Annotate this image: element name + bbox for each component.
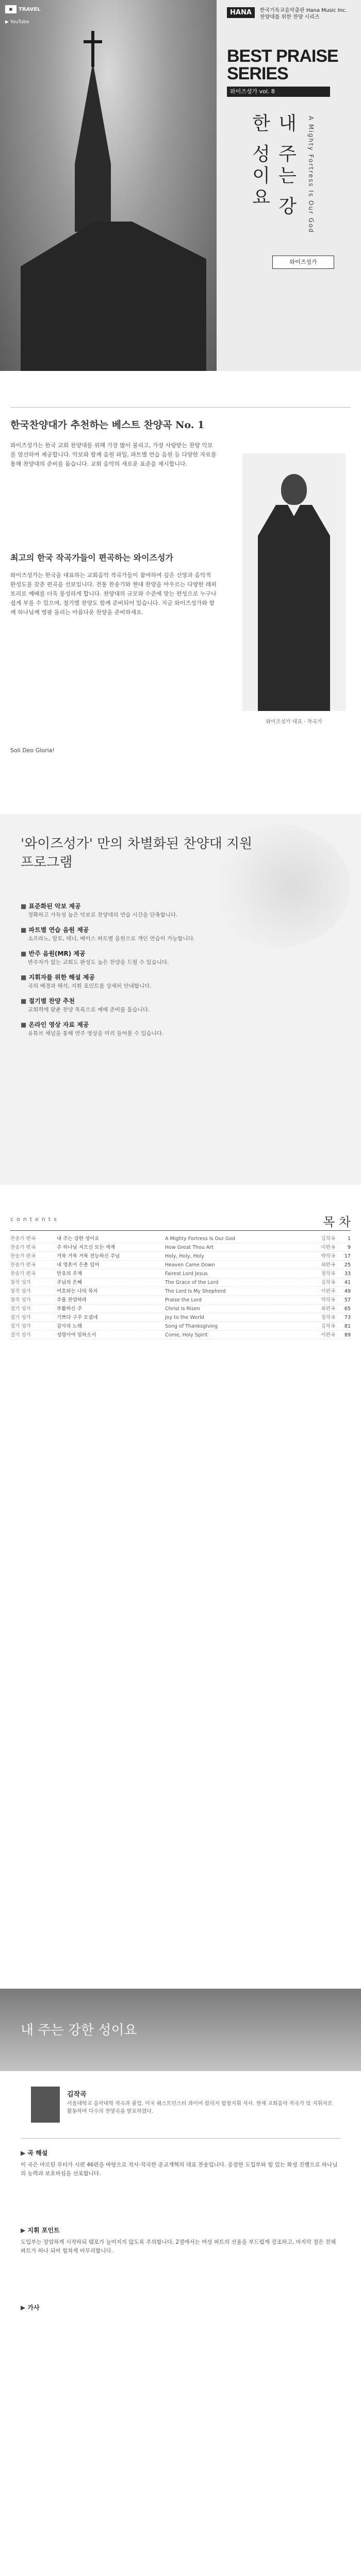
toc-category: 절기 성가 [10,1315,31,1320]
program-item-title: ■ 표준화된 악보 제공 [21,902,340,911]
toc-title: 주님의 은혜 [57,1280,82,1285]
brand-logo-icon: ▣ [5,5,17,13]
toc-category: 찬송가 편곡 [10,1236,36,1242]
toc-title: 주 하나님 지으신 모든 세계 [57,1245,116,1250]
toc-row[interactable] [10,1252,351,1261]
program-item [21,949,340,967]
toc-page: 49 [344,1289,351,1294]
intro-section [0,392,361,814]
program-heading: '와이즈성가' 만의 차별화된 찬양대 지원 프로그램 [21,836,253,870]
toc-english: A Mighty Fortress Is Our God [165,1236,236,1242]
song-intro-section [0,1989,361,2576]
toc-row[interactable] [10,1243,351,1252]
program-list [21,902,340,1170]
composer-photo [242,453,346,711]
toc-category: 찬송가 편곡 [10,1271,36,1277]
toc-page: 57 [344,1297,351,1303]
photo-figure-body [258,505,330,711]
intro-heading: 한국찬양대가 추천하는 베스트 찬양곡 No. 1 [10,419,205,431]
toc-category: 창작 성가 [10,1289,31,1294]
toc-title: 내 주는 강한 성이요 [57,1236,100,1242]
toc-title: 여호와는 나의 목자 [57,1289,98,1294]
toc-row[interactable] [10,1234,351,1243]
toc-page: 65 [344,1306,351,1312]
publisher-logo [227,7,351,33]
toc-category: 창작 성가 [10,1297,31,1303]
cover-section [0,0,361,371]
toc-row[interactable] [10,1313,351,1322]
toc-arranger: 최편곡 [321,1262,335,1268]
toc-english: The Lord Is My Shepherd [165,1289,226,1294]
photo-caption: 와이즈성가 대표 · 작곡가 [266,719,322,725]
youtube-logo[interactable]: ▶ YouTube [5,20,29,25]
brand-logo[interactable] [5,5,62,20]
toc-row[interactable] [10,1331,351,1340]
toc-arranger: 이편곡 [321,1245,335,1250]
program-item [21,996,340,1014]
toc-page: 33 [344,1271,351,1277]
intro-signature: Soli Deo Gloria! [10,747,55,754]
toc-row[interactable] [10,1322,351,1331]
composer-avatar [31,2087,60,2123]
divider [21,2138,340,2139]
toc-arranger: 박작곡 [321,1253,335,1259]
toc-arranger: 김작곡 [321,1236,335,1242]
toc-english: Song of Thanksgiving [165,1324,218,1329]
toc-english: Joy to the World [165,1315,204,1320]
program-item-title: ■ 절기별 찬양 추천 [21,996,340,1006]
song-note-heading: ▶ 곡 해설 [21,2148,175,2157]
toc-english: Heaven Came Down [165,1262,215,1268]
cover-brand-box: 와이즈성가 [272,256,334,269]
toc-title: 내 영혼이 은총 입어 [57,1262,100,1268]
lyrics-heading: ▶ 가사 [21,2303,175,2312]
toc-arranger: 박작곡 [321,1297,335,1303]
intro-heading-2: 최고의 한국 작곡가들이 편곡하는 와이즈성가 [10,553,173,563]
program-item-desc: 반주자가 없는 교회도 완성도 높은 찬양을 드릴 수 있습니다. [28,959,169,965]
toc-row[interactable] [10,1278,351,1287]
contents-label: contents [10,1216,60,1223]
toc-table [10,1234,351,1688]
conducting-text: 도입부는 장엄하게 시작하되 템포가 늘어지지 않도록 주의합니다. 2절에서는 여성 파트의 선율을 부드럽게 강조하고, 마지막 절은 전체 파트가 하나 되어 힘차게 마무리합니다. [21,2239,336,2254]
program-section [0,814,361,1185]
toc-title: 부활하신 주 [57,1306,82,1312]
program-item-title: ■ 파트별 연습 음원 제공 [21,925,340,935]
toc-row[interactable] [10,1287,351,1296]
contents-title: 목 차 [323,1215,351,1229]
toc-arranger: 정작곡 [321,1271,335,1277]
toc-arranger: 이편곡 [321,1332,335,1338]
composer-bio: 서울대학교 음악대학 작곡과 졸업. 미국 웨스트민스터 콰이어 칼리지 합창지휘 석사. 현재 교회음악 작곡가 및 지휘자로 활동하며 다수의 찬양곡을 발표하였다. [67,2101,333,2114]
cross-icon-bar [84,40,102,43]
program-item [21,973,340,990]
toc-category: 절기 성가 [10,1324,31,1329]
toc-category: 찬송가 편곡 [10,1253,36,1259]
song-banner-title: 내 주는 강한 성이요 [21,2023,137,2038]
toc-row[interactable] [10,1269,351,1278]
program-item [21,925,340,943]
toc-category: 창작 성가 [10,1280,31,1285]
program-item-desc: 곡의 배경과 해석, 지휘 포인트를 상세히 안내합니다. [28,983,152,989]
toc-arranger: 김작곡 [321,1280,335,1285]
toc-arranger: 정작곡 [321,1315,335,1320]
program-item [21,902,340,919]
composer-name: 김작곡 [67,2091,87,2098]
cover-english-title: A Mighty Fortress Is Our God [307,116,315,234]
toc-title: 기쁘다 구주 오셨네 [57,1315,98,1320]
publisher-mark: HANA [227,7,255,18]
toc-title: 감사의 노래 [57,1324,82,1329]
toc-page: 1 [347,1236,351,1242]
toc-page: 89 [344,1332,351,1338]
toc-english: Praise the Lord [165,1297,202,1303]
program-item-desc: 교회력에 맞춘 찬양 목록으로 예배 준비를 돕습니다. [28,1007,150,1013]
program-item-desc: 유튜브 채널을 통해 연주 영상을 미리 들어볼 수 있습니다. [28,1030,164,1037]
toc-category: 찬송가 편곡 [10,1262,36,1268]
contents-section [0,1185,361,1989]
song-note-text: 이 곡은 마르틴 루터가 시편 46편을 바탕으로 작사·작곡한 종교개혁의 대표 찬송입니다. 웅장한 도입부와 힘 있는 화성 진행으로 하나님의 능력과 보호하심을 선포합니다. [21,2162,338,2177]
series-title: BEST PRAISE SERIES [227,46,338,83]
publisher-series: 찬양대를 위한 찬양 시리즈 [259,14,320,20]
youtube-text: YouTube [10,20,29,25]
program-item-desc: 정확하고 가독성 높은 악보로 찬양대의 연습 시간을 단축합니다. [28,912,178,918]
toc-english: Holy, Holy, Holy [165,1253,204,1259]
composer-card [31,2087,340,2128]
program-item-title: ■ 지휘자를 위한 해설 제공 [21,973,340,982]
divider [10,1230,351,1231]
toc-page: 81 [344,1324,351,1329]
cover-title: 내 주는 강한 성이요 [249,113,297,218]
divider [10,407,351,408]
toc-row[interactable] [10,1296,351,1304]
toc-english: Fairest Lord Jesus [165,1271,208,1277]
series-subtitle: 와이즈성가 vol. 8 [227,87,330,97]
program-item-desc: 소프라노, 알토, 테너, 베이스 파트별 음원으로 개인 연습이 가능합니다. [28,936,195,942]
toc-arranger: 최편곡 [321,1306,335,1312]
toc-page: 41 [344,1280,351,1285]
toc-arranger: 김작곡 [321,1324,335,1329]
program-item [21,1020,340,1038]
conducting-heading: ▶ 지휘 포인트 [21,2226,175,2234]
publisher-text [260,7,347,21]
toc-english: Come, Holy Spirit [165,1332,208,1338]
toc-title: 만유의 주재 [57,1271,82,1277]
toc-category: 절기 성가 [10,1332,31,1338]
brand-logo-text: TRAVEL [19,7,41,12]
publisher-name: 한국기독교음악출판 Hana Music Inc. [259,8,347,13]
toc-english: Christ Is Risen [165,1306,200,1312]
toc-title: 주를 찬양하라 [57,1297,87,1303]
toc-page: 25 [344,1262,351,1268]
photo-figure-head [281,474,307,505]
toc-row[interactable] [10,1261,351,1269]
toc-english: The Grace of the Lord [165,1280,219,1285]
toc-arranger: 이편곡 [321,1289,335,1294]
toc-category: 찬송가 편곡 [10,1245,36,1250]
intro-paragraph: 와이즈성가는 한국 교회 찬양대를 위해 가장 많이 불리고, 가장 사랑받는 찬양 악보를 엄선하여 제공합니다. 악보와 함께 음원 파일, 파트별 연습 음원 등 다양한 자료를 통해 찬양대의 준비를 돕습니다. 교회 음악의 새로운 표준을 제시합니다. [10,442,217,467]
toc-title: 거룩 거룩 거룩 전능하신 주님 [57,1253,120,1259]
toc-page: 9 [347,1245,351,1250]
toc-category: 절기 성가 [10,1306,31,1312]
toc-row[interactable] [10,1304,351,1313]
toc-english: How Great Thou Art [165,1245,214,1250]
intro-paragraph-2: 와이즈성가는 한국을 대표하는 교회음악 작곡가들이 참여하여 깊은 신앙과 음악적 완성도를 갖춘 편곡을 선보입니다. 전통 찬송가와 현대 찬양을 아우르는 다양한 레퍼토리로 예배를 더욱 풍성하게 합니다. 찬양대의 규모와 수준에 맞는 편성으로 누구나 쉽게 부를 수 있으며, 절기별 찬양도 함께 준비되어 있습니다. 지금 와이즈성가와 함께 하나님께 영광 돌리는 아름다운 찬양을 준비하세요. [10,572,217,616]
program-item-title: ■ 반주 음원(MR) 제공 [21,949,340,958]
toc-page: 17 [344,1253,351,1259]
toc-title: 성령이여 임하소서 [57,1332,96,1338]
toc-page: 73 [344,1315,351,1320]
cross-icon [91,31,94,67]
program-item-title: ■ 온라인 영상 자료 제공 [21,1020,340,1029]
